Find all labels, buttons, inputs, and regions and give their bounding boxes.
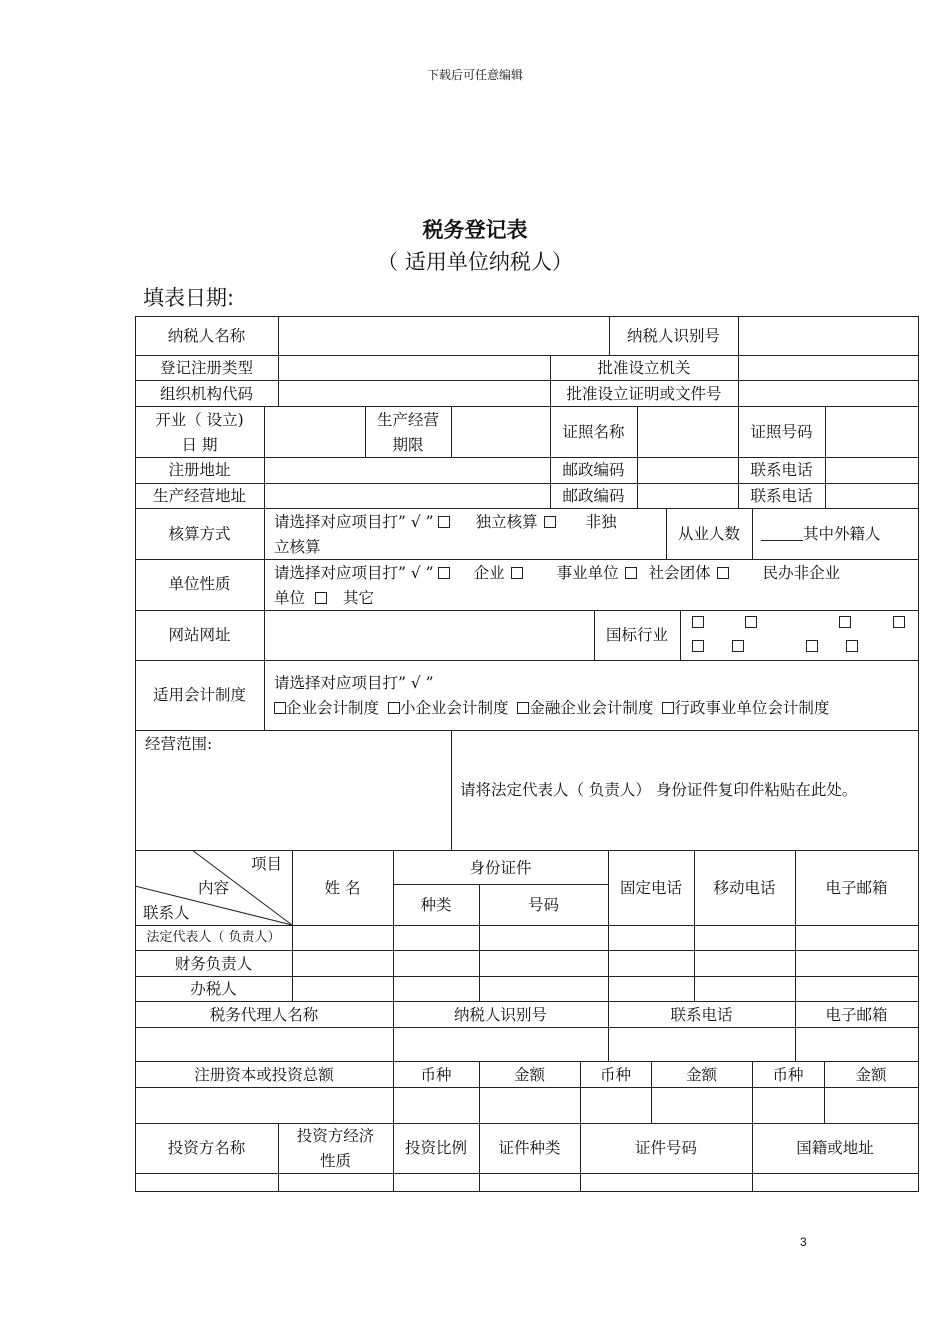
label-fixed-phone: 固定电话: [619, 879, 682, 897]
checkbox-institution[interactable]: [511, 567, 523, 579]
diag-content-label: 内容: [198, 879, 230, 897]
nature-options-line1: [274, 561, 840, 585]
accounting-options-line1: [274, 510, 617, 534]
label-email: 电子邮箱: [825, 879, 888, 897]
label-employees-foreign: 其中外籍人: [803, 525, 881, 543]
id-paste-note: 请将法定代表人（ 负责人） 身份证件复印件粘贴在此处。: [460, 781, 858, 799]
label-taxpayer-name: 纳税人名称: [167, 327, 246, 345]
nature-institution-label: 事业单位: [556, 564, 619, 582]
label-currency-3: 币种: [772, 1066, 804, 1084]
label-investor-name: 投资方名称: [167, 1139, 246, 1157]
acc-prompt: 请选择对应项目打” √ ”: [274, 513, 434, 531]
checkbox-sys-admin[interactable]: [662, 702, 674, 714]
label-investor-nature-2: 性质: [319, 1152, 351, 1170]
label-agent-phone: 联系电话: [670, 1006, 733, 1024]
label-mobile: 移动电话: [713, 879, 776, 897]
industry-checkbox[interactable]: [893, 616, 905, 628]
industry-checkbox[interactable]: [846, 640, 858, 652]
label-open-date-1: 开业（ 设立): [155, 411, 244, 429]
label-agent-tax-id: 纳税人识别号: [453, 1006, 547, 1024]
label-employees: 从业人数: [677, 525, 740, 543]
label-currency-2: 币种: [599, 1066, 631, 1084]
sys-enterprise-label: 企业会计制度: [286, 699, 380, 717]
checkbox-enterprise[interactable]: [438, 567, 450, 579]
label-phone-2: 联系电话: [750, 487, 813, 505]
nature-enterprise-label: 企业: [473, 564, 505, 582]
label-op-period-2: 期限: [392, 436, 424, 454]
system-options: [274, 696, 829, 720]
employees-foreign-field[interactable]: [761, 522, 881, 546]
sys-prompt: 请选择对应项目打” √ ”: [274, 674, 434, 692]
fill-date-label: 填表日期:: [143, 286, 235, 310]
label-org-code: 组织机构代码: [159, 385, 253, 403]
tax-registration-form: [135, 316, 919, 1192]
label-amount-2: 金额: [685, 1066, 717, 1084]
sys-admin-label: 行政事业单位会计制度: [674, 699, 830, 717]
acc-non-label-2: 立核算: [274, 538, 321, 556]
industry-checkbox[interactable]: [839, 616, 851, 628]
label-accounting-system: 适用会计制度: [152, 686, 246, 704]
diag-contact-label: 联系人: [143, 904, 190, 922]
header-note: 下载后可任意编辑: [426, 68, 523, 82]
checkbox-other[interactable]: [315, 592, 327, 604]
label-accounting-method: 核算方式: [168, 525, 231, 543]
label-currency-1: 币种: [420, 1066, 452, 1084]
label-unit-nature: 单位性质: [168, 575, 231, 593]
label-id-doc: 身份证件: [469, 859, 532, 877]
checkbox-private-nonenterprise[interactable]: [717, 567, 729, 579]
checkbox-social-org[interactable]: [625, 567, 637, 579]
label-national-industry: 国标行业: [605, 626, 668, 644]
diag-item-label: 项目: [251, 855, 283, 873]
checkbox-sys-small[interactable]: [388, 702, 400, 714]
label-id-number: 号码: [527, 896, 559, 914]
label-cert-type: 证件种类: [498, 1139, 561, 1157]
label-amount-1: 金额: [513, 1066, 545, 1084]
nature-private-label-2: 单位: [274, 589, 306, 607]
label-taxpayer-id: 纳税人识别号: [626, 327, 720, 345]
label-license-no: 证照号码: [750, 423, 813, 441]
checkbox-non-independent[interactable]: [544, 516, 556, 528]
industry-checkbox[interactable]: [806, 640, 818, 652]
label-tax-officer: 办税人: [190, 980, 237, 998]
form-title: 税务登记表: [422, 218, 528, 242]
label-business-scope: 经营范围:: [145, 735, 213, 753]
label-agent-name: 税务代理人名称: [209, 1006, 319, 1024]
nature-prompt: 请选择对应项目打” √ ”: [274, 564, 434, 582]
label-approving-authority: 批准设立机关: [597, 359, 691, 377]
label-investor-nature-1: 投资方经济: [296, 1127, 375, 1145]
industry-checkbox[interactable]: [745, 616, 757, 628]
label-id-type: 种类: [420, 896, 452, 914]
nature-other-label: 其它: [343, 589, 375, 607]
form-subtitle: （ 适用单位纳税人）: [377, 250, 573, 274]
label-nationality: 国籍或地址: [796, 1139, 874, 1157]
label-license-name: 证照名称: [562, 423, 625, 441]
label-website: 网站网址: [168, 626, 231, 644]
sys-small-label: 小企业会计制度: [399, 699, 509, 717]
page-number: 3: [800, 1235, 807, 1249]
label-cert-no: 证件号码: [634, 1139, 697, 1157]
label-invest-ratio: 投资比例: [404, 1139, 467, 1157]
nature-options-line2: [274, 586, 374, 610]
checkbox-sys-financial[interactable]: [517, 702, 529, 714]
label-reg-type: 登记注册类型: [159, 359, 253, 377]
label-reg-address: 注册地址: [168, 461, 231, 479]
sys-financial-label: 金融企业会计制度: [529, 699, 654, 717]
acc-non-label-1: 非独: [585, 513, 617, 531]
label-approval-doc: 批准设立证明或文件号: [566, 385, 722, 403]
industry-checkbox[interactable]: [692, 640, 704, 652]
checkbox-independent[interactable]: [438, 516, 450, 528]
industry-checkbox[interactable]: [692, 616, 704, 628]
label-postcode-2: 邮政编码: [562, 487, 625, 505]
label-finance-head: 财务负责人: [174, 955, 253, 973]
label-agent-email: 电子邮箱: [825, 1006, 888, 1024]
industry-checkboxes: [680, 610, 918, 660]
checkbox-sys-enterprise[interactable]: [274, 702, 286, 714]
label-amount-3: 金额: [855, 1066, 887, 1084]
label-reg-capital: 注册资本或投资总额: [194, 1066, 334, 1084]
nature-private-label-1: 民办非企业: [762, 564, 841, 582]
label-name: 姓 名: [324, 879, 361, 897]
label-open-date-2: 日 期: [181, 436, 218, 454]
nature-social-label: 社会团体: [648, 564, 711, 582]
acc-independent-label: 独立核算: [475, 513, 538, 531]
label-phone: 联系电话: [750, 461, 813, 479]
label-legal-rep: 法定代表人（ 负责人）: [146, 930, 281, 945]
industry-checkbox[interactable]: [732, 640, 744, 652]
label-postcode: 邮政编码: [562, 461, 625, 479]
label-op-address: 生产经营地址: [152, 487, 246, 505]
label-op-period-1: 生产经营: [376, 411, 439, 429]
